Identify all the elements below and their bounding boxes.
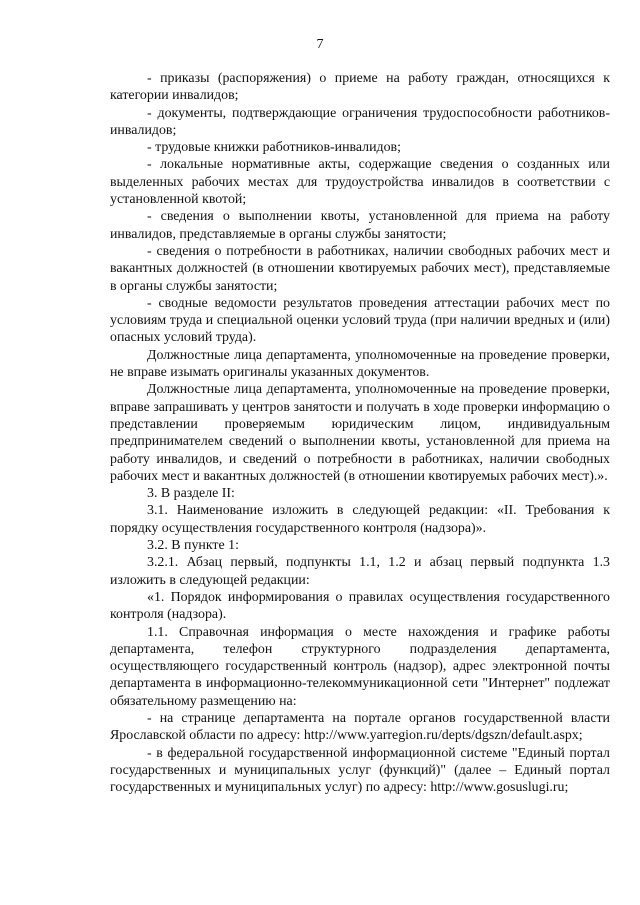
paragraph: 3.1. Наименование изложить в следующей редакции: «II. Требования к порядку осуществления государственного контроля (надзора)». xyxy=(110,503,610,536)
paragraph: - сведения о потребности в работниках, наличии свободных рабочих мест и вакантных должностей (в отношении квотируемых рабочих мест), представляемые в органы службы занятости; xyxy=(110,243,610,294)
paragraph: - локальные нормативные акты, содержащие сведения о созданных или выделенных рабочих местах для трудоустройства инвалидов в соответствии с установленной квотой; xyxy=(110,157,610,208)
paragraph: Должностные лица департамента, уполномоченные на проведение проверки, вправе запрашивать у центров занятости и получать в ходе проверки информацию о представлении проверяемым юридическим лицом, индивидуальным предпринимателем сведений о выполнении квоты, установленной для приема на работу инвалидов, и сведений о потребности в работниках, наличии свободных рабочих мест и вакантных должностей (в отношении квотируемых рабочих мест).». xyxy=(110,382,610,484)
paragraph: - на странице департамента на портале органов государственной власти Ярославской области по адресу: http://www.yarregion.ru/depts/dgszn/default.aspx; xyxy=(110,710,610,744)
paragraph: «1. Порядок информирования о правилах осуществления государственного контроля (надзора). xyxy=(110,589,610,623)
paragraph: - сведения о выполнении квоты, установленной для приема на работу инвалидов, представляемые в органы службы занятости; xyxy=(110,209,610,242)
paragraph: - сводные ведомости результатов проведения аттестации рабочих мест по условиям труда и специальной оценки условий труда (при наличии вредных и (или) опасных условий труда). xyxy=(110,295,610,346)
paragraph: Должностные лица департамента, уполномоченные на проведение проверки, не вправе изымать оригиналы указанных документов. xyxy=(110,347,610,381)
paragraph: 3.2. В пункте 1: xyxy=(147,538,239,554)
paragraph: 1.1. Справочная информация о месте нахождения и графике работы департамента, телефон структурного подразделения департамента, осуществляющего государственный контроль (надзор), адрес электронной почты департамента в информационно-телекоммуникационной сети "Интернет" подлежат обязательному размещению на: xyxy=(110,624,610,709)
paragraph: 3.2.1. Абзац первый, подпункты 1.1, 1.2 и абзац первый подпункта 1.3 изложить в следующей редакции: xyxy=(110,555,610,588)
page-number: 7 xyxy=(316,37,324,52)
document-body xyxy=(110,70,610,796)
paragraph: - приказы (распоряжения) о приеме на работу граждан, относящихся к категории инвалидов; xyxy=(110,71,610,104)
paragraph: 3. В разделе II: xyxy=(147,486,235,502)
paragraph: - документы, подтверждающие ограничения трудоспособности работников-инвалидов; xyxy=(110,105,610,138)
paragraph: - в федеральной государственной информационной системе "Единый портал государственных и муниципальных услуг (функций)" (далее – Единый портал государственных и муниципальных услуг) по адресу: http://www.gosuslugi.ru; xyxy=(110,745,610,796)
paragraph: - трудовые книжки работников-инвалидов; xyxy=(147,140,401,156)
